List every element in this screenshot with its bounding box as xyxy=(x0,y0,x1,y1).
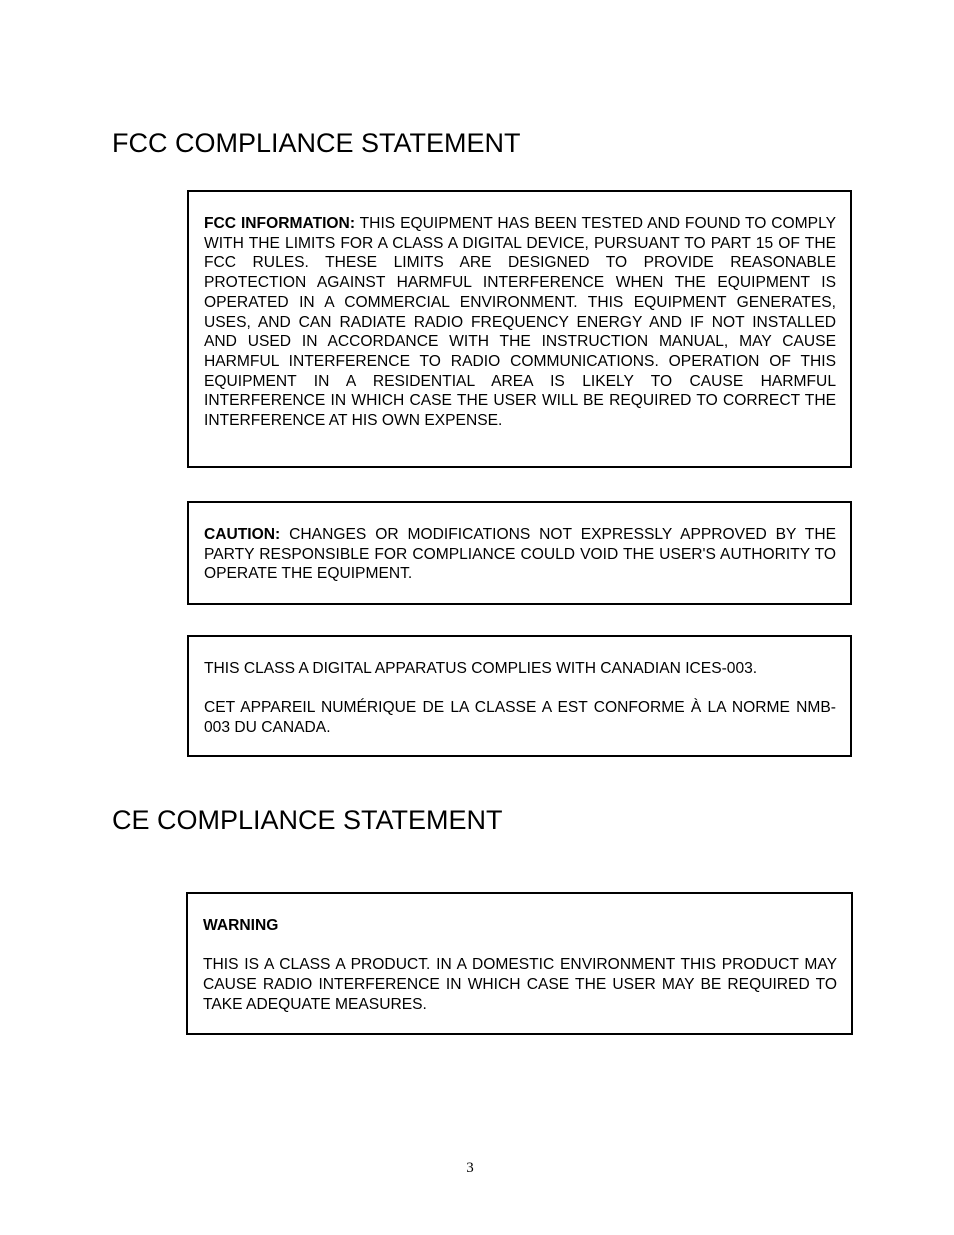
caution-paragraph xyxy=(204,525,836,584)
warning-text: THIS IS A CLASS A PRODUCT. IN A DOMESTIC ENVIRONMENT THIS PRODUCT MAY CAUSE RADIO INTERFERENCE IN WHICH CASE THE USER MAY BE REQUIRED TO TAKE ADEQUATE MEASURES. xyxy=(203,956,837,1013)
caution-box xyxy=(187,501,852,605)
caution-text: CHANGES OR MODIFICATIONS NOT EXPRESSLY APPROVED BY THE PARTY RESPONSIBLE FOR COMPLIANCE COULD VOID THE USER'S AUTHORITY TO OPERATE THE EQUIPMENT. xyxy=(204,526,836,583)
canada-compliance-box xyxy=(187,635,852,757)
canada-english-text: THIS CLASS A DIGITAL APPARATUS COMPLIES WITH CANADIAN ICES-003. xyxy=(204,660,758,677)
warning-label: WARNING xyxy=(203,917,279,934)
fcc-compliance-heading: FCC COMPLIANCE STATEMENT xyxy=(112,128,521,158)
caution-label: CAUTION: xyxy=(204,526,281,543)
fcc-information-text: THIS EQUIPMENT HAS BEEN TESTED AND FOUND TO COMPLY WITH THE LIMITS FOR A CLASS A DIGITAL DEVICE, PURSUANT TO PART 15 OF THE FCC RULES. THESE LIMITS ARE DESIGNED TO PROVIDE REASONABLE PROTECTION AGAINST HARMFUL INTERFERENCE WHEN THE EQUIPMENT IS OPERATED IN A COMMERCIAL ENVIRONMENT. THIS EQUIPMENT GENERATES, USES, AND CAN RADIATE RADIO FREQUENCY ENERGY AND IF NOT INSTALLED AND USED IN ACCORDANCE WITH THE INSTRUCTION MANUAL, MAY CAUSE HARMFUL INTERFERENCE TO RADIO COMMUNICATIONS. OPERATION OF THIS EQUIPMENT IN A RESIDENTIAL AREA IS LIKELY TO CAUSE HARMFUL INTERFERENCE IN WHICH CASE THE USER WILL BE REQUIRED TO CORRECT THE INTERFERENCE AT HIS OWN EXPENSE. xyxy=(204,215,836,430)
ce-compliance-heading: CE COMPLIANCE STATEMENT xyxy=(112,805,503,835)
canada-french-text: CET APPAREIL NUMÉRIQUE DE LA CLASSE A EST CONFORME À LA NORME NMB-003 DU CANADA. xyxy=(204,699,836,737)
fcc-information-paragraph xyxy=(204,214,836,431)
fcc-information-label: FCC INFORMATION: xyxy=(204,215,356,232)
fcc-information-box xyxy=(187,190,852,468)
page-number: 3 xyxy=(466,1160,474,1176)
warning-box xyxy=(186,892,853,1035)
